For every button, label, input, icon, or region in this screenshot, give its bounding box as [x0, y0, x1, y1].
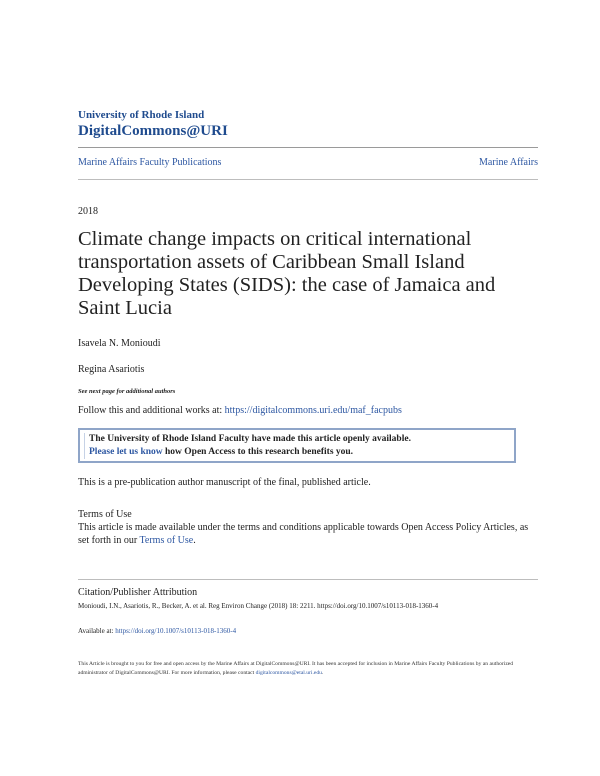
citation-text: Monioudi, I.N., Asariotis, R., Becker, A. et al. Reg Environ Change (2018) 18: 2211. https://doi.org/10.1007/s10113-018-1360-4 [78, 602, 439, 610]
department-link[interactable]: Marine Affairs [479, 157, 538, 168]
repository-footer [78, 660, 540, 678]
author-name: Isavela N. Monioudi [78, 338, 161, 349]
contact-email-link[interactable]: digitalcommons@etal.uri.edu [255, 670, 322, 676]
doi-link[interactable]: https://doi.org/10.1007/s10113-018-1360-4 [115, 627, 237, 635]
see-next-page-note: See next page for additional authors [78, 388, 176, 395]
callout-feedback-line [89, 446, 510, 459]
callout-statement: The University of Rhode Island Faculty have made this article openly available. [89, 434, 411, 444]
terms-body [78, 521, 538, 547]
publication-year: 2018 [78, 206, 98, 217]
university-name: University of Rhode Island [78, 109, 205, 121]
author-name: Regina Asariotis [78, 364, 145, 375]
terms-of-use-link[interactable]: Terms of Use [139, 535, 194, 546]
citation-divider [78, 579, 538, 580]
nav-divider-top [78, 147, 538, 148]
terms-heading: Terms of Use [78, 509, 132, 520]
terms-suffix: . [193, 535, 196, 546]
available-prefix: Available at: [78, 627, 116, 635]
repository-brand[interactable] [78, 109, 228, 140]
callout-content [84, 433, 510, 459]
footer-text: This Article is brought to you for free and open access by the Marine Affairs at DigitalCommons@URI. It has been accepted for inclusion in Marine Affairs Faculty Publications by an authorized administrator of DigitalCommons@URI. For more information, please contact [78, 661, 514, 676]
terms-text: This article is made available under the terms and conditions applicable towards Open Access Policy Articles, as set forth in our [78, 522, 529, 546]
callout-feedback-text: how Open Access to this research benefits you. [162, 447, 354, 457]
available-at-line [78, 627, 236, 635]
open-access-callout [78, 428, 516, 463]
follow-prefix: Follow this and additional works at: [78, 405, 225, 416]
footer-suffix: . [321, 670, 324, 676]
collection-url-link[interactable]: https://digitalcommons.uri.edu/maf_facpubs [224, 405, 402, 416]
collection-link[interactable]: Marine Affairs Faculty Publications [78, 157, 222, 168]
article-title: Climate change impacts on critical international transportation assets of Caribbean Small Island Developing States (SIDS): the case of Jamaica and Saint Lucia [78, 228, 496, 319]
repository-name: DigitalCommons@URI [78, 123, 228, 139]
preprint-note: This is a pre-publication author manuscript of the final, published article. [78, 477, 371, 488]
citation-heading: Citation/Publisher Attribution [78, 587, 198, 598]
feedback-link[interactable]: Please let us know [89, 447, 163, 457]
nav-divider-bottom [78, 179, 538, 180]
follow-line [78, 405, 402, 416]
